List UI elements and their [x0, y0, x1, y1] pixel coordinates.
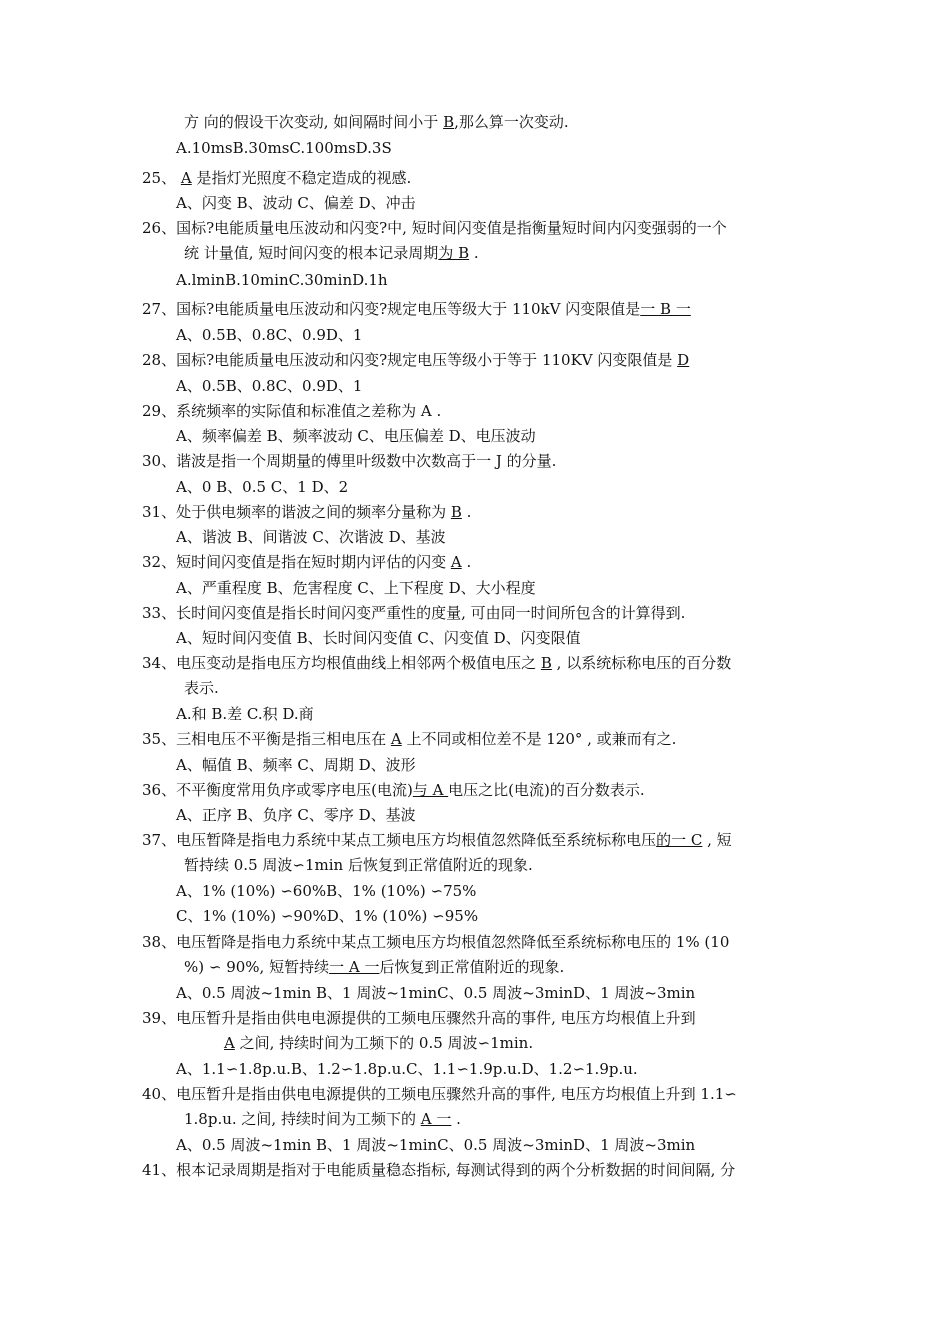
text-line: C、1% (10%) ∽90%D、1% (10%) ∽95% — [176, 907, 479, 925]
text-line: 30、谐波是指一个周期量的傅里叶级数中次数高于一 J 的分量. — [142, 452, 557, 470]
answer: 一 A 一 — [329, 958, 380, 976]
text-line: 1.8p.u. 之间, 持续时间为工频下的 A 一 . — [184, 1110, 461, 1128]
text-line: A、0.5 周波~1min B、1 周波~1minC、0.5 周波~3minD、1 周波~3min — [176, 984, 696, 1002]
text-line: A、闪变 B、波动 C、偏差 D、冲击 — [176, 194, 416, 212]
answer: 一 B 一 — [640, 300, 691, 318]
text-line: 25、 A 是指灯光照度不稳定造成的视感. — [142, 169, 412, 187]
text-line: A、0.5 周波~1min B、1 周波~1minC、0.5 周波~3minD、1 周波~3min — [176, 1136, 696, 1154]
answer: A 一 — [420, 1110, 452, 1128]
text-line: 暂持续 0.5 周波∽1min 后恢复到正常值附近的现象. — [184, 856, 533, 874]
text-line: A、正序 B、负序 C、零序 D、基波 — [176, 806, 416, 824]
text-line: A、1% (10%) ∽60%B、1% (10%) ∽75% — [176, 882, 477, 900]
answer: B — [450, 503, 462, 521]
text-line: 35、三相电压不平衡是指三相电压在 A 上不同或相位差不是 120° , 或兼而有之. — [142, 730, 677, 748]
text-line: 26、国标?电能质量电压波动和闪变?中, 短时间闪变值是指衡量短时间内闪变强弱的一个 — [142, 219, 727, 237]
text-line: A.lminB.10minC.30minD.1h — [176, 271, 388, 289]
text-line: 32、短时间闪变值是指在短时期内评估的闪变 A . — [142, 553, 472, 571]
text-line: 39、电压暂升是指由供电电源提供的工频电压骤然升高的事件, 电压方均根值上升到 — [142, 1009, 696, 1027]
answer: A — [450, 553, 462, 571]
text-line: A 之间, 持续时间为工频下的 0.5 周波∽1min. — [224, 1034, 534, 1052]
text-line: 33、长时间闪变值是指长时间闪变严重性的度量, 可由同一时间所包含的计算得到. — [142, 604, 686, 622]
text-line: A.10msB.30msC.100msD.3S — [176, 139, 392, 157]
text-line: 31、处于供电频率的谐波之间的频率分量称为 B . — [142, 503, 472, 521]
text-line: A、短时间闪变值 B、长时间闪变值 C、闪变值 D、闪变限值 — [176, 629, 581, 647]
text-line: A、0.5B、0.8C、0.9D、1 — [176, 377, 363, 395]
answer: 为 B — [438, 244, 470, 262]
answer: 的一 C — [656, 831, 703, 849]
text-line: 表示. — [184, 679, 219, 697]
answer: A — [390, 730, 402, 748]
text-line: A、严重程度 B、危害程度 C、上下程度 D、大小程度 — [176, 579, 536, 597]
answer: B — [540, 654, 552, 672]
answer: D — [677, 351, 690, 369]
text-line: A、1.1∽1.8p.u.B、1.2∽1.8p.u.C、1.1∽1.9p.u.D、1.2∽1.9p.u. — [176, 1060, 638, 1078]
text-line: 41、根本记录周期是指对于电能质量稳态指标, 每测试得到的两个分析数据的时间间隔, 分 — [142, 1161, 736, 1179]
answer: A — [180, 169, 192, 187]
text-line: 37、电压暂降是指电力系统中某点工频电压方均根值忽然降低至系统标称电压的一 C , 短 — [142, 831, 732, 849]
answer: 与 A — [412, 781, 449, 799]
text-line: A.和 B.差 C.积 D.商 — [176, 705, 314, 723]
text-line: 29、系统频率的实际值和标准值之差称为 A . — [142, 402, 442, 420]
text-line: A、谐波 B、间谐波 C、次谐波 D、基波 — [176, 528, 446, 546]
text-line: 36、不平衡度常用负序或零序电压(电流)与 A 电压之比(电流)的百分数表示. — [142, 781, 645, 799]
text-line: A、频率偏差 B、频率波动 C、电压偏差 D、电压波动 — [176, 427, 536, 445]
text-line: 38、电压暂降是指电力系统中某点工频电压方均根值忽然降低至系统标称电压的 1% (10 — [142, 933, 730, 951]
text-line: 40、电压暂升是指由供电电源提供的工频电压骤然升高的事件, 电压方均根值上升到 1.1∽ — [142, 1085, 737, 1103]
text-line: 27、国标?电能质量电压波动和闪变?规定电压等级大于 110kV 闪变限值是一 B 一 — [142, 300, 691, 318]
answer: A — [224, 1034, 235, 1052]
answer: B — [443, 113, 455, 131]
text-line: 方 向的假设干次变动, 如间隔时间小于 B,那么算一次变动. — [184, 113, 569, 131]
text-line: A、0 B、0.5 C、1 D、2 — [176, 478, 349, 496]
text-line: 统 计量值, 短时间闪变的根本记录周期为 B . — [184, 244, 479, 262]
text-line: A、0.5B、0.8C、0.9D、1 — [176, 326, 363, 344]
text-line: 34、电压变动是指电压方均根值曲线上相邻两个极值电压之 B , 以系统标称电压的百分数 — [142, 654, 732, 672]
text-line: 28、国标?电能质量电压波动和闪变?规定电压等级小于等于 110KV 闪变限值是 D — [142, 351, 690, 369]
text-line: %) ∽ 90%, 短暂持续一 A 一后恢复到正常值附近的现象. — [184, 958, 565, 976]
text-line: A、幅值 B、频率 C、周期 D、波形 — [176, 756, 416, 774]
